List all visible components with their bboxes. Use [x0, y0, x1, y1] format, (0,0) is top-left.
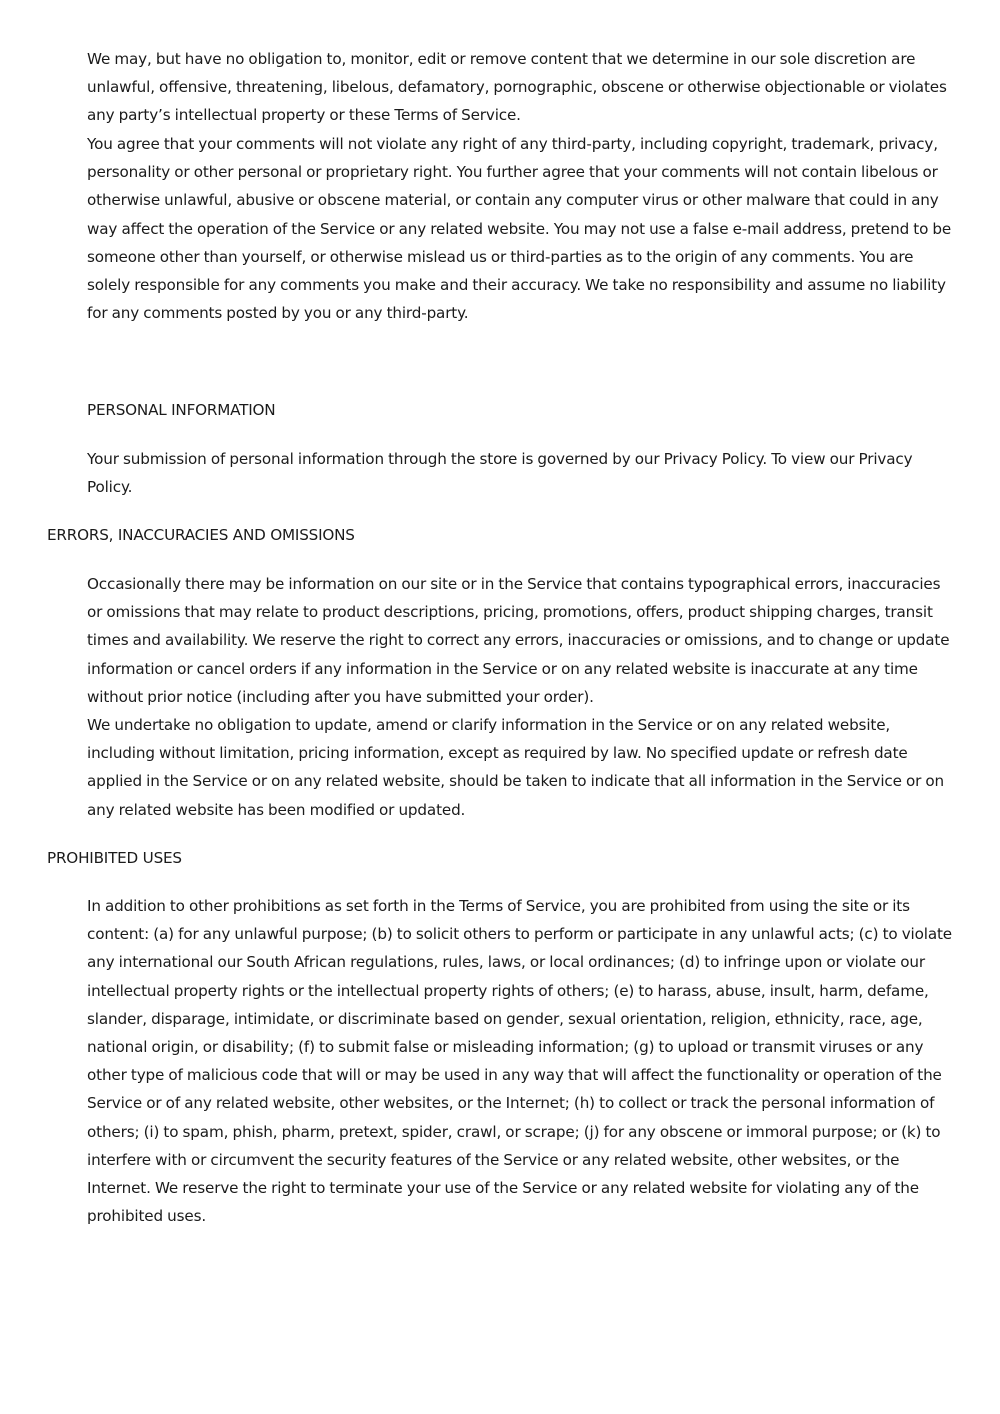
errors-paragraph-1: Occasionally there may be information on our site or in the Service that contains typographical errors, inaccuracies or omissions that may relate to product descriptions, pricing, promotions, offers, product shipping charges, transit times and availability. We reserve the right to correct any errors, inaccuracies or omissions, and to change or update information or cancel orders if any information in the Service or on any related website is inaccurate at any time without prior notice (including after you have submitted your order).: [87, 575, 950, 706]
errors-heading: ERRORS, INACCURACIES AND OMISSIONS: [47, 526, 355, 544]
content-moderation-paragraph: We may, but have no obligation to, monitor, edit or remove content that we determine in our sole discretion are unlawful, offensive, threatening, libelous, defamatory, pornographic, obscene or otherwise objectionable or violates any party’s intellectual property or these Terms of Service.: [87, 50, 947, 125]
personal-information-paragraph: Your submission of personal information through the store is governed by our Privacy Policy. To view our Privacy Policy.: [87, 450, 913, 497]
prohibited-uses-paragraph: In addition to other prohibitions as set forth in the Terms of Service, you are prohibited from using the site or its content: (a) for any unlawful purpose; (b) to solicit others to perform or participate in any unlawful acts; (c) to violate any international our South African regulations, rules, laws, or local ordinances; (d) to infringe upon or violate our intellectual property rights or the intellectual property rights of others; (e) to harass, abuse, insult, harm, defame, slander, disparage, intimidate, or discriminate based on gender, sexual orientation, religion, ethnicity, race, age, national origin, or disability; (f) to submit false or misleading information; (g) to upload or transmit viruses or any other type of malicious code that will or may be used in any way that will affect the functionality or operation of the Service or of any related website, other websites, or the Internet; (h) to collect or track the personal information of others; (i) to spam, phish, pharm, pretext, spider, crawl, or scrape; (j) for any obscene or immoral purpose; or (k) to interfere with or circumvent the security features of the Service or any related website, other websites, or the Internet. We reserve the right to terminate your use of the Service or any related website for violating any of the prohibited uses.: [87, 897, 952, 1226]
prohibited-uses-heading: PROHIBITED USES: [47, 849, 182, 867]
errors-paragraph-2: We undertake no obligation to update, amend or clarify information in the Service or on any related website, including without limitation, pricing information, except as required by law. No specified update or refresh date applied in the Service or on any related website, should be taken to indicate that all information in the Service or on any related website has been modified or updated.: [87, 716, 944, 819]
personal-information-heading: PERSONAL INFORMATION: [87, 401, 276, 419]
user-comments-paragraph: You agree that your comments will not violate any right of any third-party, including copyright, trademark, privacy, personality or other personal or proprietary right. You further agree that your comments will not contain libelous or otherwise unlawful, abusive or obscene material, or contain any computer virus or other malware that could in any way affect the operation of the Service or any related website. You may not use a false e-mail address, pretend to be someone other than yourself, or otherwise mislead us or third-parties as to the origin of any comments. You are solely responsible for any comments you make and their accuracy. We take no responsibility and assume no liability for any comments posted by you or any third-party.: [87, 135, 952, 323]
